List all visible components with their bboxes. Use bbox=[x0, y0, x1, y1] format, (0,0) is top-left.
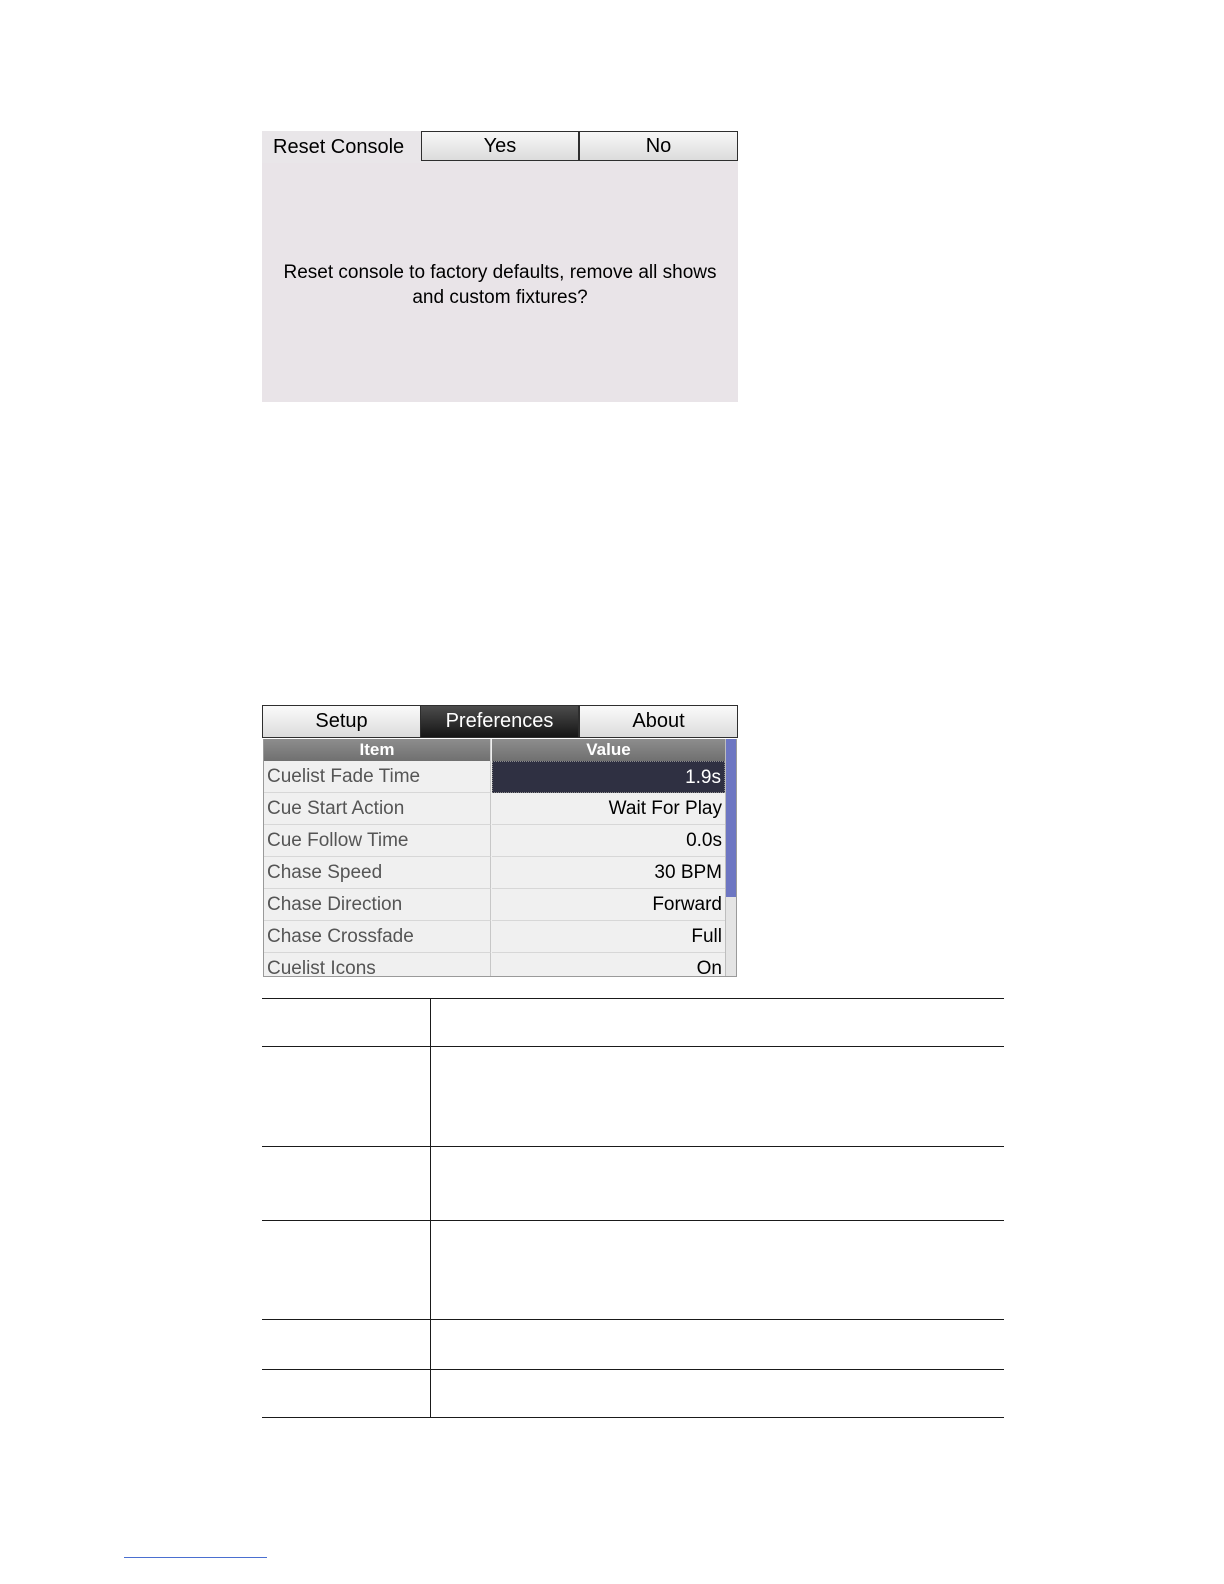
row-item-label: Chase Direction bbox=[264, 889, 491, 921]
table-rule bbox=[262, 998, 1004, 999]
preferences-panel bbox=[262, 705, 738, 977]
dialog-header bbox=[262, 131, 738, 163]
column-header-value[interactable]: Value bbox=[492, 739, 725, 761]
table-rule bbox=[262, 1417, 1004, 1418]
row-value[interactable]: On bbox=[492, 953, 725, 977]
dialog-body bbox=[262, 163, 738, 402]
table-rule bbox=[262, 1319, 1004, 1320]
table-rule bbox=[262, 1146, 1004, 1147]
table-row[interactable] bbox=[264, 889, 725, 921]
row-value[interactable]: Forward bbox=[492, 889, 725, 921]
table-row[interactable] bbox=[264, 857, 725, 889]
tab-setup[interactable]: Setup bbox=[262, 705, 421, 738]
no-button[interactable]: No bbox=[579, 131, 738, 161]
row-value[interactable]: Wait For Play bbox=[492, 793, 725, 825]
column-header-item[interactable]: Item bbox=[264, 739, 491, 761]
scrollbar-thumb[interactable] bbox=[726, 739, 737, 897]
yes-button[interactable]: Yes bbox=[421, 131, 579, 161]
dialog-title: Reset Console bbox=[273, 136, 405, 158]
table-row[interactable] bbox=[264, 761, 725, 793]
confirmation-message: Reset console to factory defaults, remove all shows and custom fixtures? bbox=[283, 262, 717, 308]
row-item-label: Cue Start Action bbox=[264, 793, 491, 825]
row-value[interactable]: 0.0s bbox=[492, 825, 725, 857]
row-value[interactable]: Full bbox=[492, 921, 725, 953]
row-item-label: Chase Crossfade bbox=[264, 921, 491, 953]
row-value[interactable]: 30 BPM bbox=[492, 857, 725, 889]
row-value[interactable]: 1.9s bbox=[492, 761, 725, 793]
tab-about[interactable]: About bbox=[579, 705, 738, 738]
row-item-label: Chase Speed bbox=[264, 857, 491, 889]
table-row[interactable] bbox=[264, 825, 725, 857]
preferences-table bbox=[263, 739, 737, 977]
footnote-separator bbox=[124, 1557, 267, 1558]
row-item-label: Cuelist Icons bbox=[264, 953, 491, 977]
row-item-label: Cuelist Fade Time bbox=[264, 761, 491, 793]
row-item-label: Cue Follow Time bbox=[264, 825, 491, 857]
reset-console-dialog bbox=[262, 131, 738, 402]
tab-preferences[interactable]: Preferences bbox=[420, 705, 579, 738]
table-column-divider bbox=[430, 998, 431, 1418]
table-row[interactable] bbox=[264, 953, 725, 977]
table-row[interactable] bbox=[264, 921, 725, 953]
table-rule bbox=[262, 1046, 1004, 1047]
table-row[interactable] bbox=[264, 793, 725, 825]
table-rule bbox=[262, 1220, 1004, 1221]
table-rule bbox=[262, 1369, 1004, 1370]
